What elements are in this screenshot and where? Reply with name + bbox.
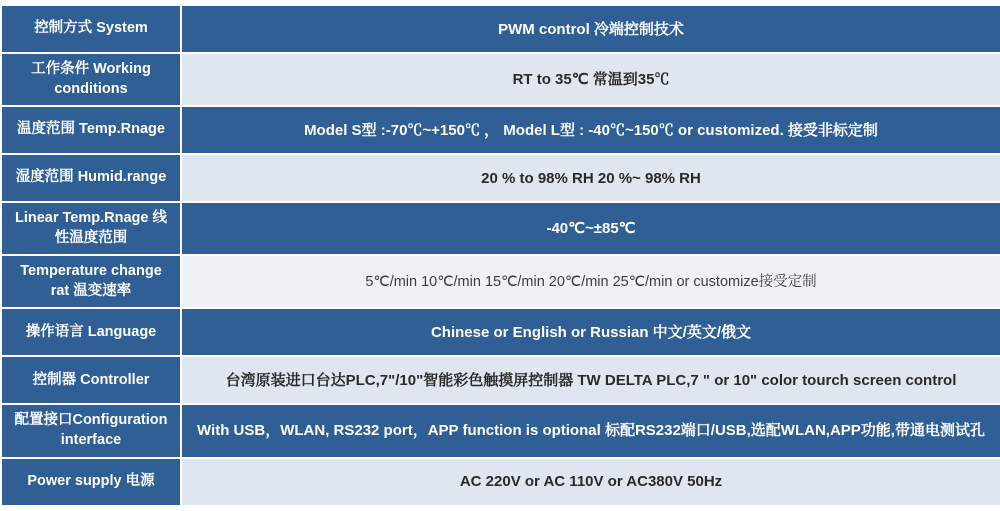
- row-label: 控制方式 System: [1, 5, 181, 53]
- row-value: 台湾原装进口台达PLC,7"/10"智能彩色触摸屏控制器 TW DELTA PLC,7 " or 10" color tourch screen control: [181, 356, 1000, 404]
- table-row: [1, 154, 1000, 202]
- row-label: Power supply 电源: [1, 458, 181, 506]
- row-value: -40℃~±85℃: [181, 202, 1000, 255]
- row-label: 操作语言 Language: [1, 308, 181, 356]
- row-label: Temperature change rat 温变速率: [1, 255, 181, 308]
- table-row: [1, 106, 1000, 154]
- row-label: 湿度范围 Humid.range: [1, 154, 181, 202]
- table-row: [1, 404, 1000, 457]
- specification-table-body: [1, 5, 1000, 506]
- row-value: 5℃/min 10℃/min 15℃/min 20℃/min 25℃/min or customize接受定制: [181, 255, 1000, 308]
- row-value: AC 220V or AC 110V or AC380V 50Hz: [181, 458, 1000, 506]
- table-row: [1, 356, 1000, 404]
- table-row: [1, 53, 1000, 106]
- row-label: 工作条件 Working conditions: [1, 53, 181, 106]
- table-row: [1, 458, 1000, 506]
- table-row: [1, 202, 1000, 255]
- row-value: With USB，WLAN, RS232 port，APP function is optional 标配RS232端口/USB,选配WLAN,APP功能,带通电测试孔: [181, 404, 1000, 457]
- row-label: 配置接口Configuration interface: [1, 404, 181, 457]
- table-row: [1, 308, 1000, 356]
- table-row: [1, 255, 1000, 308]
- row-label: Linear Temp.Rnage 线性温度范围: [1, 202, 181, 255]
- row-value: 20 % to 98% RH 20 %~ 98% RH: [181, 154, 1000, 202]
- specification-table: [0, 4, 1000, 507]
- row-label: 控制器 Controller: [1, 356, 181, 404]
- row-value: Model S型 :-70℃~+150℃ ， Model L型 : -40℃~150℃ or customized. 接受非标定制: [181, 106, 1000, 154]
- row-value: PWM control 冷端控制技术: [181, 5, 1000, 53]
- table-row: [1, 5, 1000, 53]
- row-label: 温度范围 Temp.Rnage: [1, 106, 181, 154]
- row-value: Chinese or English or Russian 中文/英文/俄文: [181, 308, 1000, 356]
- row-value: RT to 35℃ 常温到35℃: [181, 53, 1000, 106]
